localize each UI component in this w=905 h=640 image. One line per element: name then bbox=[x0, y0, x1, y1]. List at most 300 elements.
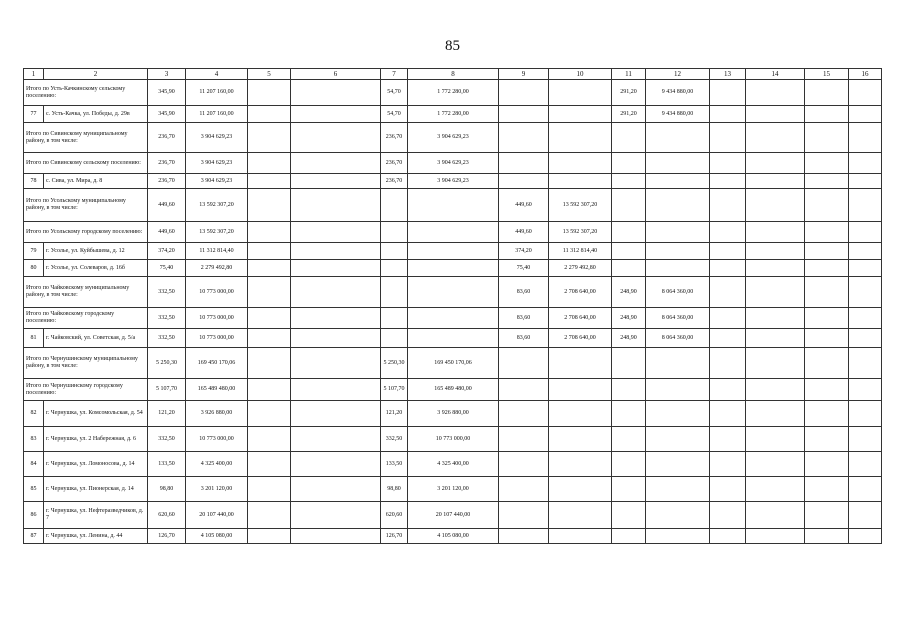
value-cell-11: 291,20 bbox=[612, 106, 646, 123]
value-cell-8: 1 772 280,00 bbox=[408, 106, 499, 123]
value-cell-8 bbox=[408, 222, 499, 243]
table-body bbox=[24, 69, 882, 544]
value-cell-10 bbox=[549, 529, 612, 544]
value-cell-8 bbox=[408, 277, 499, 308]
value-cell-15 bbox=[805, 427, 849, 452]
value-cell-8 bbox=[408, 308, 499, 329]
value-cell-10: 13 592 307,20 bbox=[549, 222, 612, 243]
value-cell-13 bbox=[710, 502, 746, 529]
value-cell-12 bbox=[646, 452, 710, 477]
value-cell-14 bbox=[746, 427, 805, 452]
value-cell-7 bbox=[381, 308, 408, 329]
value-cell-10: 2 708 640,00 bbox=[549, 329, 612, 348]
value-cell-8: 165 489 480,00 bbox=[408, 379, 499, 401]
value-cell-4: 4 105 080,00 bbox=[186, 529, 248, 544]
value-cell-8: 3 904 629,23 bbox=[408, 153, 499, 174]
value-cell-11 bbox=[612, 153, 646, 174]
value-cell-12: 9 434 880,00 bbox=[646, 80, 710, 106]
address-cell: г. Чернушка, ул. Комсомольская, д. 54 bbox=[44, 401, 148, 427]
row-index: 83 bbox=[24, 427, 44, 452]
value-cell-3: 374,20 bbox=[148, 243, 186, 260]
subtotal-label: Итого по Чернушинскому муниципальному району, в том числе: bbox=[24, 348, 148, 379]
column-number-row bbox=[24, 69, 882, 80]
value-cell-16 bbox=[849, 401, 882, 427]
row-index: 79 bbox=[24, 243, 44, 260]
column-number: 4 bbox=[186, 69, 248, 80]
value-cell-8: 3 926 880,00 bbox=[408, 401, 499, 427]
value-cell-15 bbox=[805, 277, 849, 308]
value-cell-4: 20 107 440,00 bbox=[186, 502, 248, 529]
value-cell-16 bbox=[849, 123, 882, 153]
value-cell-3: 126,70 bbox=[148, 529, 186, 544]
value-cell-12 bbox=[646, 153, 710, 174]
subtotal-label: Итого по Усольскому муниципальному району, в том числе: bbox=[24, 189, 148, 222]
value-cell-11: 248,90 bbox=[612, 277, 646, 308]
value-cell-3: 75,40 bbox=[148, 260, 186, 277]
value-cell-9 bbox=[499, 452, 549, 477]
value-cell-7: 121,20 bbox=[381, 401, 408, 427]
value-cell-9 bbox=[499, 529, 549, 544]
value-cell-6 bbox=[291, 123, 381, 153]
value-cell-7: 54,70 bbox=[381, 106, 408, 123]
value-cell-8 bbox=[408, 243, 499, 260]
value-cell-7: 54,70 bbox=[381, 80, 408, 106]
value-cell-16 bbox=[849, 80, 882, 106]
value-cell-12: 8 064 360,00 bbox=[646, 308, 710, 329]
value-cell-7: 236,70 bbox=[381, 123, 408, 153]
value-cell-7: 620,60 bbox=[381, 502, 408, 529]
value-cell-12: 8 064 360,00 bbox=[646, 277, 710, 308]
value-cell-16 bbox=[849, 308, 882, 329]
value-cell-4: 2 279 492,80 bbox=[186, 260, 248, 277]
value-cell-12 bbox=[646, 502, 710, 529]
value-cell-8: 3 201 120,00 bbox=[408, 477, 499, 502]
value-cell-5 bbox=[248, 379, 291, 401]
value-cell-10: 2 708 640,00 bbox=[549, 308, 612, 329]
row-index: 77 bbox=[24, 106, 44, 123]
address-row bbox=[24, 401, 882, 427]
value-cell-6 bbox=[291, 189, 381, 222]
column-number: 16 bbox=[849, 69, 882, 80]
value-cell-9 bbox=[499, 348, 549, 379]
value-cell-7 bbox=[381, 222, 408, 243]
value-cell-3: 332,50 bbox=[148, 308, 186, 329]
value-cell-11: 291,20 bbox=[612, 80, 646, 106]
register-table bbox=[23, 68, 882, 544]
value-cell-11 bbox=[612, 222, 646, 243]
value-cell-14 bbox=[746, 502, 805, 529]
value-cell-7: 133,50 bbox=[381, 452, 408, 477]
value-cell-8: 4 325 400,00 bbox=[408, 452, 499, 477]
value-cell-10: 2 279 492,80 bbox=[549, 260, 612, 277]
value-cell-6 bbox=[291, 427, 381, 452]
subtotal-row bbox=[24, 277, 882, 308]
value-cell-10 bbox=[549, 452, 612, 477]
value-cell-9: 374,20 bbox=[499, 243, 549, 260]
address-row bbox=[24, 529, 882, 544]
value-cell-14 bbox=[746, 123, 805, 153]
value-cell-4: 10 773 000,00 bbox=[186, 277, 248, 308]
value-cell-3: 332,50 bbox=[148, 329, 186, 348]
value-cell-15 bbox=[805, 123, 849, 153]
value-cell-15 bbox=[805, 379, 849, 401]
value-cell-14 bbox=[746, 189, 805, 222]
column-number: 15 bbox=[805, 69, 849, 80]
value-cell-4: 4 325 400,00 bbox=[186, 452, 248, 477]
value-cell-13 bbox=[710, 189, 746, 222]
value-cell-4: 3 904 629,23 bbox=[186, 153, 248, 174]
value-cell-15 bbox=[805, 174, 849, 189]
address-row bbox=[24, 260, 882, 277]
value-cell-5 bbox=[248, 106, 291, 123]
value-cell-6 bbox=[291, 153, 381, 174]
value-cell-5 bbox=[248, 277, 291, 308]
value-cell-11 bbox=[612, 529, 646, 544]
value-cell-6 bbox=[291, 174, 381, 189]
value-cell-8 bbox=[408, 260, 499, 277]
value-cell-7 bbox=[381, 189, 408, 222]
value-cell-11 bbox=[612, 379, 646, 401]
value-cell-8: 20 107 440,00 bbox=[408, 502, 499, 529]
value-cell-13 bbox=[710, 123, 746, 153]
value-cell-9: 75,40 bbox=[499, 260, 549, 277]
value-cell-5 bbox=[248, 502, 291, 529]
value-cell-6 bbox=[291, 277, 381, 308]
value-cell-8: 1 772 280,00 bbox=[408, 80, 499, 106]
column-number: 10 bbox=[549, 69, 612, 80]
value-cell-3: 133,50 bbox=[148, 452, 186, 477]
address-row bbox=[24, 174, 882, 189]
column-number: 1 bbox=[24, 69, 44, 80]
address-row bbox=[24, 502, 882, 529]
value-cell-14 bbox=[746, 348, 805, 379]
value-cell-12 bbox=[646, 401, 710, 427]
value-cell-3: 620,60 bbox=[148, 502, 186, 529]
value-cell-9 bbox=[499, 477, 549, 502]
value-cell-13 bbox=[710, 452, 746, 477]
value-cell-9 bbox=[499, 153, 549, 174]
row-index: 80 bbox=[24, 260, 44, 277]
value-cell-10 bbox=[549, 123, 612, 153]
subtotal-label: Итого по Чайковскому городскому поселению: bbox=[24, 308, 148, 329]
value-cell-16 bbox=[849, 502, 882, 529]
address-row bbox=[24, 427, 882, 452]
value-cell-3: 121,20 bbox=[148, 401, 186, 427]
value-cell-8: 169 450 170,06 bbox=[408, 348, 499, 379]
value-cell-16 bbox=[849, 260, 882, 277]
value-cell-13 bbox=[710, 153, 746, 174]
value-cell-6 bbox=[291, 80, 381, 106]
value-cell-16 bbox=[849, 427, 882, 452]
value-cell-15 bbox=[805, 348, 849, 379]
column-number: 5 bbox=[248, 69, 291, 80]
value-cell-15 bbox=[805, 401, 849, 427]
value-cell-7: 236,70 bbox=[381, 153, 408, 174]
value-cell-14 bbox=[746, 260, 805, 277]
value-cell-13 bbox=[710, 348, 746, 379]
value-cell-9 bbox=[499, 106, 549, 123]
value-cell-6 bbox=[291, 502, 381, 529]
value-cell-11 bbox=[612, 174, 646, 189]
value-cell-11 bbox=[612, 260, 646, 277]
subtotal-label: Итого по Сивинскому сельскому поселению: bbox=[24, 153, 148, 174]
subtotal-label: Итого по Сивинскому муниципальному району, в том числе: bbox=[24, 123, 148, 153]
value-cell-7 bbox=[381, 329, 408, 348]
value-cell-15 bbox=[805, 477, 849, 502]
value-cell-7: 5 107,70 bbox=[381, 379, 408, 401]
row-index: 87 bbox=[24, 529, 44, 544]
value-cell-5 bbox=[248, 222, 291, 243]
value-cell-11 bbox=[612, 401, 646, 427]
value-cell-12 bbox=[646, 348, 710, 379]
value-cell-13 bbox=[710, 174, 746, 189]
address-cell: г. Усолье, ул. Куйбышева, д. 12 bbox=[44, 243, 148, 260]
value-cell-11 bbox=[612, 189, 646, 222]
value-cell-10 bbox=[549, 477, 612, 502]
address-row bbox=[24, 106, 882, 123]
value-cell-7: 98,80 bbox=[381, 477, 408, 502]
value-cell-13 bbox=[710, 529, 746, 544]
value-cell-14 bbox=[746, 80, 805, 106]
address-row bbox=[24, 329, 882, 348]
value-cell-10 bbox=[549, 502, 612, 529]
value-cell-14 bbox=[746, 222, 805, 243]
value-cell-13 bbox=[710, 260, 746, 277]
value-cell-4: 11 207 160,00 bbox=[186, 106, 248, 123]
value-cell-16 bbox=[849, 189, 882, 222]
value-cell-14 bbox=[746, 174, 805, 189]
value-cell-10 bbox=[549, 427, 612, 452]
value-cell-10 bbox=[549, 153, 612, 174]
value-cell-13 bbox=[710, 308, 746, 329]
subtotal-row bbox=[24, 222, 882, 243]
value-cell-10 bbox=[549, 379, 612, 401]
value-cell-11 bbox=[612, 243, 646, 260]
value-cell-12 bbox=[646, 243, 710, 260]
value-cell-5 bbox=[248, 189, 291, 222]
value-cell-5 bbox=[248, 329, 291, 348]
value-cell-9: 83,60 bbox=[499, 277, 549, 308]
value-cell-15 bbox=[805, 260, 849, 277]
value-cell-8 bbox=[408, 329, 499, 348]
value-cell-10: 2 708 640,00 bbox=[549, 277, 612, 308]
subtotal-label: Итого по Усольскому городскому поселению: bbox=[24, 222, 148, 243]
value-cell-13 bbox=[710, 401, 746, 427]
value-cell-11 bbox=[612, 477, 646, 502]
address-row bbox=[24, 477, 882, 502]
value-cell-6 bbox=[291, 329, 381, 348]
value-cell-10 bbox=[549, 401, 612, 427]
value-cell-9 bbox=[499, 80, 549, 106]
value-cell-7 bbox=[381, 260, 408, 277]
value-cell-6 bbox=[291, 477, 381, 502]
value-cell-9: 83,60 bbox=[499, 308, 549, 329]
value-cell-5 bbox=[248, 308, 291, 329]
value-cell-7: 126,70 bbox=[381, 529, 408, 544]
value-cell-4: 3 904 629,23 bbox=[186, 174, 248, 189]
column-number: 6 bbox=[291, 69, 381, 80]
value-cell-4: 11 312 814,40 bbox=[186, 243, 248, 260]
value-cell-5 bbox=[248, 153, 291, 174]
value-cell-7: 332,50 bbox=[381, 427, 408, 452]
value-cell-16 bbox=[849, 153, 882, 174]
value-cell-8: 4 105 080,00 bbox=[408, 529, 499, 544]
value-cell-14 bbox=[746, 277, 805, 308]
value-cell-14 bbox=[746, 477, 805, 502]
value-cell-5 bbox=[248, 529, 291, 544]
value-cell-12: 8 064 360,00 bbox=[646, 329, 710, 348]
value-cell-16 bbox=[849, 348, 882, 379]
value-cell-4: 3 904 629,23 bbox=[186, 123, 248, 153]
value-cell-11 bbox=[612, 348, 646, 379]
value-cell-3: 5 107,70 bbox=[148, 379, 186, 401]
address-row bbox=[24, 243, 882, 260]
subtotal-row bbox=[24, 80, 882, 106]
row-index: 78 bbox=[24, 174, 44, 189]
value-cell-14 bbox=[746, 308, 805, 329]
row-index: 82 bbox=[24, 401, 44, 427]
value-cell-13 bbox=[710, 106, 746, 123]
value-cell-4: 10 773 000,00 bbox=[186, 308, 248, 329]
address-row bbox=[24, 452, 882, 477]
value-cell-15 bbox=[805, 452, 849, 477]
value-cell-16 bbox=[849, 529, 882, 544]
address-cell: г. Чернушка, ул. Нефтеразведчиков, д. 7 bbox=[44, 502, 148, 529]
value-cell-12 bbox=[646, 123, 710, 153]
value-cell-9 bbox=[499, 502, 549, 529]
value-cell-13 bbox=[710, 277, 746, 308]
value-cell-12 bbox=[646, 260, 710, 277]
value-cell-15 bbox=[805, 502, 849, 529]
value-cell-6 bbox=[291, 243, 381, 260]
value-cell-9 bbox=[499, 401, 549, 427]
value-cell-7 bbox=[381, 243, 408, 260]
subtotal-row bbox=[24, 348, 882, 379]
value-cell-11 bbox=[612, 123, 646, 153]
value-cell-9 bbox=[499, 174, 549, 189]
address-cell: г. Чернушка, ул. 2 Набережная, д. 6 bbox=[44, 427, 148, 452]
value-cell-6 bbox=[291, 529, 381, 544]
column-number: 3 bbox=[148, 69, 186, 80]
value-cell-6 bbox=[291, 452, 381, 477]
value-cell-11 bbox=[612, 427, 646, 452]
value-cell-3: 98,80 bbox=[148, 477, 186, 502]
value-cell-9 bbox=[499, 427, 549, 452]
value-cell-11 bbox=[612, 452, 646, 477]
value-cell-14 bbox=[746, 243, 805, 260]
value-cell-5 bbox=[248, 80, 291, 106]
value-cell-14 bbox=[746, 529, 805, 544]
row-index: 85 bbox=[24, 477, 44, 502]
value-cell-8: 10 773 000,00 bbox=[408, 427, 499, 452]
value-cell-6 bbox=[291, 222, 381, 243]
value-cell-5 bbox=[248, 452, 291, 477]
value-cell-13 bbox=[710, 329, 746, 348]
row-index: 81 bbox=[24, 329, 44, 348]
row-index: 84 bbox=[24, 452, 44, 477]
value-cell-14 bbox=[746, 106, 805, 123]
value-cell-13 bbox=[710, 379, 746, 401]
subtotal-label: Итого по Усть-Качкинскому сельскому поселению: bbox=[24, 80, 148, 106]
value-cell-3: 449,60 bbox=[148, 222, 186, 243]
subtotal-row bbox=[24, 123, 882, 153]
value-cell-5 bbox=[248, 427, 291, 452]
value-cell-4: 169 450 170,06 bbox=[186, 348, 248, 379]
value-cell-4: 13 592 307,20 bbox=[186, 189, 248, 222]
subtotal-row bbox=[24, 189, 882, 222]
value-cell-5 bbox=[248, 174, 291, 189]
value-cell-12 bbox=[646, 477, 710, 502]
value-cell-9 bbox=[499, 123, 549, 153]
value-cell-12 bbox=[646, 189, 710, 222]
subtotal-label: Итого по Чернушинскому городскому поселению: bbox=[24, 379, 148, 401]
subtotal-row bbox=[24, 379, 882, 401]
column-number: 9 bbox=[499, 69, 549, 80]
value-cell-4: 13 592 307,20 bbox=[186, 222, 248, 243]
column-number: 7 bbox=[381, 69, 408, 80]
value-cell-14 bbox=[746, 452, 805, 477]
value-cell-15 bbox=[805, 308, 849, 329]
value-cell-15 bbox=[805, 329, 849, 348]
value-cell-5 bbox=[248, 401, 291, 427]
column-number: 11 bbox=[612, 69, 646, 80]
value-cell-4: 11 207 160,00 bbox=[186, 80, 248, 106]
column-number: 12 bbox=[646, 69, 710, 80]
value-cell-5 bbox=[248, 243, 291, 260]
value-cell-8 bbox=[408, 189, 499, 222]
address-cell: г. Усолье, ул. Солеваров, д. 16б bbox=[44, 260, 148, 277]
value-cell-6 bbox=[291, 379, 381, 401]
value-cell-11 bbox=[612, 502, 646, 529]
value-cell-6 bbox=[291, 348, 381, 379]
page-number: 85 bbox=[445, 38, 460, 54]
value-cell-12 bbox=[646, 529, 710, 544]
value-cell-12: 9 434 880,00 bbox=[646, 106, 710, 123]
value-cell-5 bbox=[248, 123, 291, 153]
value-cell-16 bbox=[849, 452, 882, 477]
value-cell-16 bbox=[849, 379, 882, 401]
address-cell: г. Чернушка, ул. Ломоносова, д. 14 bbox=[44, 452, 148, 477]
value-cell-6 bbox=[291, 308, 381, 329]
value-cell-10 bbox=[549, 80, 612, 106]
value-cell-8: 3 904 629,23 bbox=[408, 174, 499, 189]
value-cell-16 bbox=[849, 277, 882, 308]
value-cell-4: 3 201 120,00 bbox=[186, 477, 248, 502]
value-cell-9: 449,60 bbox=[499, 222, 549, 243]
value-cell-10: 11 312 814,40 bbox=[549, 243, 612, 260]
value-cell-15 bbox=[805, 153, 849, 174]
value-cell-12 bbox=[646, 379, 710, 401]
value-cell-7: 236,70 bbox=[381, 174, 408, 189]
value-cell-5 bbox=[248, 260, 291, 277]
value-cell-3: 236,70 bbox=[148, 153, 186, 174]
value-cell-15 bbox=[805, 80, 849, 106]
value-cell-7 bbox=[381, 277, 408, 308]
value-cell-14 bbox=[746, 401, 805, 427]
value-cell-3: 332,50 bbox=[148, 277, 186, 308]
value-cell-9 bbox=[499, 379, 549, 401]
value-cell-16 bbox=[849, 329, 882, 348]
value-cell-6 bbox=[291, 260, 381, 277]
value-cell-4: 165 489 480,00 bbox=[186, 379, 248, 401]
value-cell-7: 5 250,30 bbox=[381, 348, 408, 379]
value-cell-10: 13 592 307,20 bbox=[549, 189, 612, 222]
address-cell: с. Сива, ул. Мира, д. 8 bbox=[44, 174, 148, 189]
value-cell-13 bbox=[710, 243, 746, 260]
value-cell-15 bbox=[805, 222, 849, 243]
value-cell-14 bbox=[746, 153, 805, 174]
column-number: 2 bbox=[44, 69, 148, 80]
